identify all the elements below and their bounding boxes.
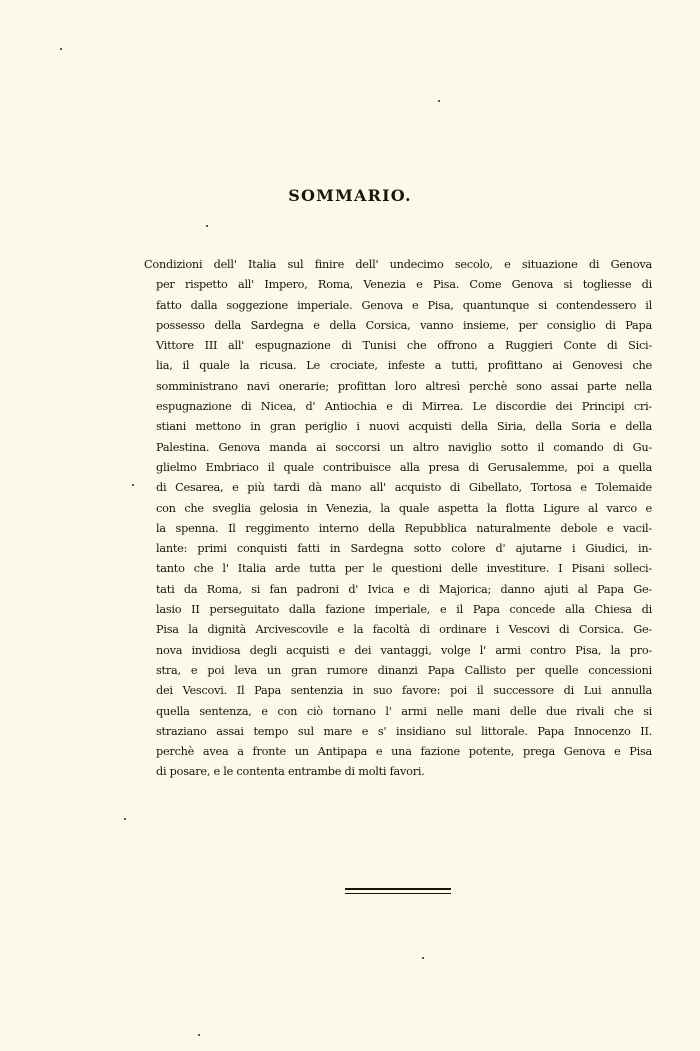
summary-line: lia, il quale la ricusa. Le crociate, infeste a tutti, profittano ai Genovesi che — [156, 359, 652, 373]
summary-line: glielmo Embriaco il quale contribuisce alla presa di Gerusalemme, poi a quella — [156, 460, 652, 474]
summary-line: lante: primi conquisti fatti in Sardegna sotto colore d' ajutarne i Giudici, in- — [156, 542, 652, 556]
summary-line: stra, e poi leva un gran rumore dinanzi Papa Callisto per quelle concessioni — [156, 663, 652, 677]
summary-paragraph — [144, 255, 652, 783]
summary-line: la spenna. Il reggimento interno della Repubblica naturalmente debole e vacil- — [156, 521, 652, 535]
summary-line: Vittore III all' espugnazione di Tunisi che offrono a Ruggieri Conte di Sici- — [156, 339, 652, 353]
summary-line: tanto che l' Italia arde tutta per le questioni delle investiture. I Pisani solleci- — [156, 562, 652, 576]
summary-line: per rispetto all' Impero, Roma, Venezia e Pisa. Come Genova si togliesse di — [156, 278, 652, 292]
summary-line: straziano assai tempo sul mare e s' insidiano sul littorale. Papa Innocenzo II. — [156, 724, 652, 738]
summary-line: quella sentenza, e con ciò tornano l' armi nelle mani delle due rivali che si — [156, 704, 652, 718]
summary-line: fatto dalla soggezione imperiale. Genova e Pisa, quantunque si contendessero il — [156, 298, 652, 312]
summary-line: Condizioni dell' Italia sul finire dell' undecimo secolo, e situazione di Genova — [144, 258, 652, 271]
summary-line: tati da Roma, si fan padroni d' Ivica e di Majorica; danno ajuti al Papa Ge- — [156, 582, 652, 596]
page-title: SOMMARIO. — [288, 186, 412, 205]
paper-speck — [124, 818, 126, 820]
paper-speck — [198, 1034, 200, 1036]
paper-speck — [132, 484, 134, 486]
summary-line: dei Vescovi. Il Papa sentenzia in suo favore: poi il successore di Lui annulla — [156, 684, 652, 698]
paper-speck — [60, 48, 62, 50]
summary-line: stiani mettono in gran periglio i nuovi acquisti della Siria, della Soria e della — [156, 420, 652, 434]
summary-line: Pisa la dignità Arcivescovile e la facoltà di ordinare i Vescovi di Corsica. Ge- — [156, 623, 652, 637]
summary-line: possesso della Sardegna e della Corsica, vanno insieme, per consiglio di Papa — [156, 318, 652, 332]
summary-line: perchè avea a fronte un Antipapa e una fazione potente, prega Genova e Pisa — [156, 745, 652, 759]
summary-line: di Cesarea, e più tardi dà mano all' acquisto di Gibellato, Tortosa e Tolemaide — [156, 481, 652, 495]
closing-rule-thin — [345, 893, 451, 894]
summary-line: lasio II perseguitato dalla fazione imperiale, e il Papa concede alla Chiesa di — [156, 603, 652, 617]
paper-speck — [438, 100, 440, 102]
summary-line: somministrano navi onerarie; profittan loro altresì perchè sono assai parte nella — [156, 379, 652, 393]
summary-line: espugnazione di Nicea, d' Antiochia e di Mirrea. Le discordie dei Principi cri- — [156, 400, 652, 414]
paper-speck — [206, 225, 208, 227]
summary-line: con che sveglia gelosia in Venezia, la quale aspetta la flotta Ligure al varco e — [156, 501, 652, 515]
summary-line: nova invidiosa degli acquisti e dei vantaggi, volge l' armi contro Pisa, la pro- — [156, 643, 652, 657]
closing-rule — [345, 888, 451, 890]
paper-speck — [422, 957, 424, 959]
summary-line: di posare, e le contenta entrambe di molti favori. — [156, 765, 425, 779]
summary-line: Palestina. Genova manda ai soccorsi un altro naviglio sotto il comando di Gu- — [156, 440, 652, 454]
